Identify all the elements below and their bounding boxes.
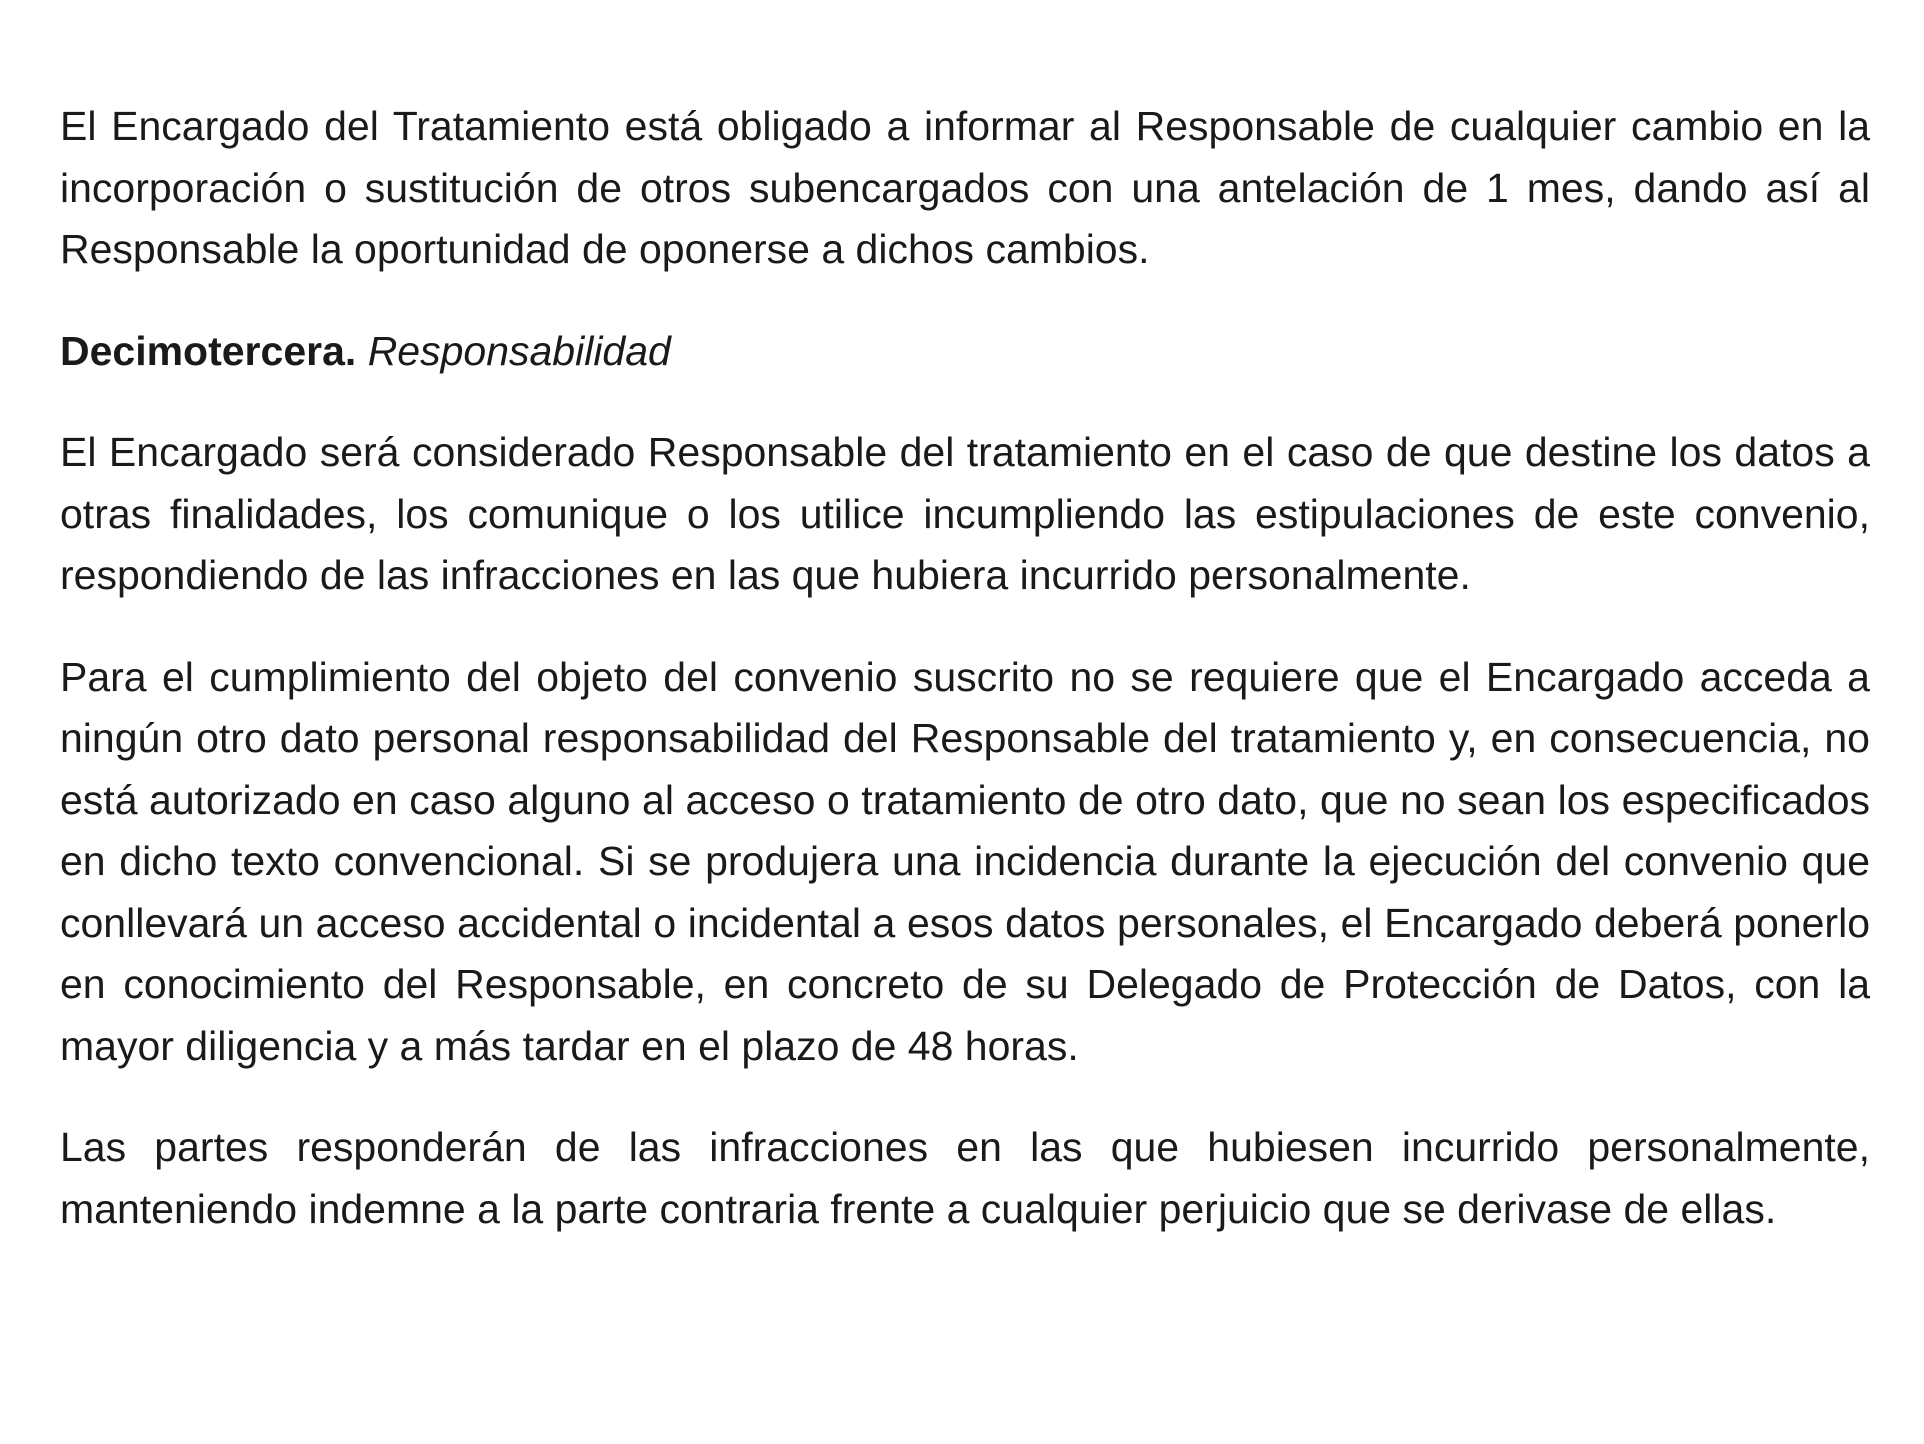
document-page: [60, 96, 1870, 1280]
paragraph-subprocessor-changes: El Encargado del Tratamiento está obligado a informar al Responsable de cualquier cambio en la incorporación o sustitución de otros subencargados con una antelación de 1 mes, dando así al Responsable la oportunidad de oponerse a dichos cambios.: [60, 103, 1870, 272]
paragraph-data-access: Para el cumplimiento del objeto del convenio suscrito no se requiere que el Encargado acceda a ningún otro dato personal responsabilidad del Responsable del tratamiento y, en consecuencia, no está autorizado en caso alguno al acceso o tratamiento de otro dato, que no sean los especificados en dicho texto convencional. Si se produjera una incidencia durante la ejecución del convenio que conllevará un acceso accidental o incidental a esos datos personales, el Encargado deberá ponerlo en conocimiento del Responsable, en concreto de su Delegado de Protección de Datos, con la mayor diligencia y a más tardar en el plazo de 48 horas.: [60, 653, 1870, 1069]
paragraph-processor-liability: El Encargado será considerado Responsable del tratamiento en el caso de que destine los datos a otras finalidades, los comunique o los utilice incumpliendo las estipulaciones de este convenio, respondiendo de las infracciones en las que hubiera incurrido personalmente.: [60, 429, 1870, 598]
clause-number: Decimotercera.: [60, 327, 357, 374]
clause-title: Responsabilidad: [367, 327, 671, 374]
paragraph-parties-liability: Las partes responderán de las infracciones en las que hubiesen incurrido personalmente, manteniendo indemne a la parte contraria frente a cualquier perjuicio que se derivase de ellas.: [60, 1124, 1870, 1232]
clause-heading: [60, 321, 1870, 383]
